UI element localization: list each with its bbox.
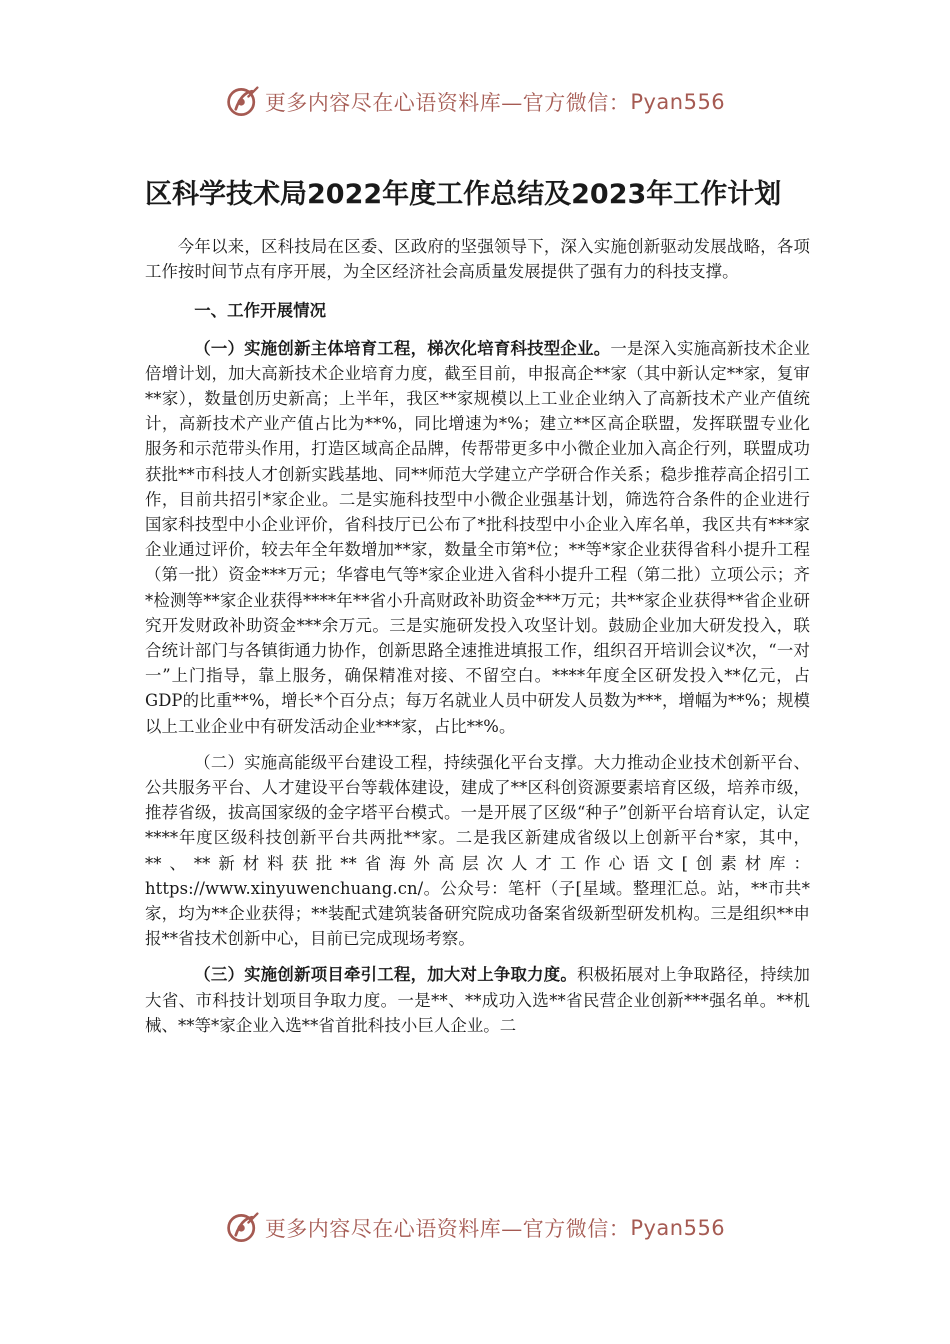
paragraph-innovation-projects-body: 积极拓展对上争取路径，持续加大省、市科技计划项目争取力度。一是**、**成功入选**省民营企业创新***强名单。**机械、**等*家企业入选**省首批科技小巨人企业。二 xyxy=(145,965,810,1035)
banner-wechat-id: Pyan556 xyxy=(630,90,726,114)
paragraph-innovation-subjects-body: 一是深入实施高新技术企业倍增计划，加大高新技术企业培育力度，截至目前，申报高企**家（其中新认定**家，复审**家），数量创历史新高；上半年，我区**家规模以上工业企业纳入了高新技术产业产值统计，高新技术产业产值占比为**%，同比增速为*%；建立**区高企联盟，发挥联盟专业化服务和示范带头作用，打造区域高企品牌，传帮带更多中小微企业加入高企行列，联盟成功获批**市科技人才创新实践基地、同**师范大学建立产学研合作关系；稳步推荐高企招引工作，目前共招引*家企业。二是实施科技型中小微企业强基计划，筛选符合条件的企业进行国家科技型中小企业评价，省科技厅已公布了*批科技型中小企业入库名单，我区共有***家企业通过评价，较去年全年数增加**家，数量全市第*位；**等*家企业获得省科小提升工程（第一批）资金***万元；华睿电气等*家企业进入省科小提升工程（第二批）立项公示；齐*检测等**家企业获得****年**省小升高财政补助资金***万元；共**家企业获得**省企业研究开发财政补助资金***余万元。三是实施研发投入攻坚计划。鼓励企业加大研发投入，联合统计部门与各镇街通力协作，创新思路全速推进填报工作，组织召开培训会议*次，“一对一”上门指导，靠上服务，确保精准对接、不留空白。****年度全区研发投入**亿元，占GDP的比重**%，增长*个百分点；每万名就业人员中研发人员数为***，增幅为**%；规模以上工业企业中有研发活动企业***家，占比**%。 xyxy=(145,338,811,736)
header-banner xyxy=(0,82,950,122)
footer-banner-text: 更多内容尽在心语资料库—官方微信： xyxy=(264,1217,631,1241)
paragraph-innovation-projects xyxy=(145,962,810,1038)
document-page xyxy=(145,172,810,1049)
paragraph-platform-building: （二）实施高能级平台建设工程，持续强化平台支撑。大力推动企业技术创新平台、公共服务平台、人才建设平台等载体建设，建成了**区科创资源要素培育区级，培养市级，推荐省级，拔高国家级的金字塔平台模式。一是开展了区级“种子”创新平台培育认定，认定****年度区级科技创新平台共两批**家。二是我区新建成省级以上创新平台*家，其中，**、**新材料获批**省海外高层次人才工作心语文[创素材库：https://www.xinyuwenchuang.cn/。公众号：笔杆（子[星域。整理汇总。站，**市共*家，均为**企业获得；**装配式建筑装备研究院成功备案省级新型研发机构。三是组织**申报**省技术创新中心，目前已完成现场考察。 xyxy=(145,752,810,949)
document-body xyxy=(145,234,810,1038)
subheading-innovation-projects: （三）实施创新项目牵引工程，加大对上争取力度。 xyxy=(194,965,578,985)
paragraph-innovation-subjects xyxy=(145,336,810,739)
footer-banner xyxy=(0,1208,950,1248)
subheading-innovation-subjects: （一）实施创新主体培育工程，梯次化培育科技型企业。 xyxy=(194,338,611,358)
brand-logo-icon xyxy=(225,84,261,120)
banner-text: 更多内容尽在心语资料库—官方微信： xyxy=(264,91,631,115)
intro-paragraph: 今年以来，区科技局在区委、区政府的坚强领导下，深入实施创新驱动发展战略，各项工作按时间节点有序开展，为全区经济社会高质量发展提供了强有力的科技支撑。 xyxy=(145,237,810,282)
footer-banner-wechat-id: Pyan556 xyxy=(630,1216,726,1240)
section-heading-work-status: 一、工作开展情况 xyxy=(194,301,327,321)
brand-logo-icon xyxy=(225,1210,261,1246)
document-title: 区科学技术局2022年度工作总结及2023年工作计划 xyxy=(145,179,782,210)
